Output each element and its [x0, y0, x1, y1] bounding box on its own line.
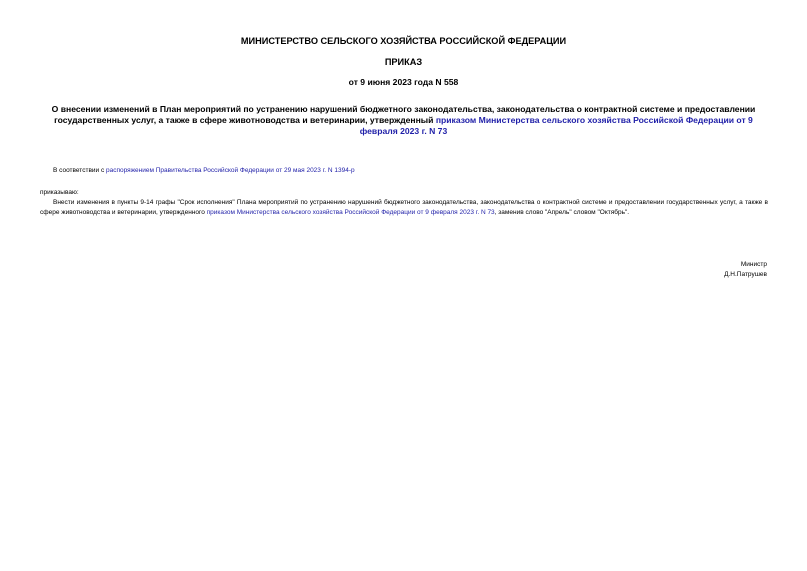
document-title-text: О внесении изменений в План мероприятий по устранению нарушений бюджетного законодательства, законодательства о контрактной системе и предоставлении государственных услуг, а также в сфере животноводства и ветеринарии, утвержденный	[51, 104, 756, 125]
legal-basis-paragraph	[40, 166, 768, 176]
order-item-paragraph	[40, 198, 768, 218]
document-date-number: от 9 июня 2023 года N 558	[348, 77, 459, 87]
orders-word: приказываю:	[40, 189, 79, 196]
title-order-link[interactable]: приказом Министерства сельского хозяйства Российской Федерации от 9 февраля 2023 г. N 73	[359, 115, 753, 136]
ministry-order-link[interactable]: приказом Министерства сельского хозяйства Российской Федерации от 9 февраля 2023 г. N 73	[206, 208, 495, 216]
document-type: ПРИКАЗ	[384, 57, 423, 67]
ministry-name: МИНИСТЕРСТВО СЕЛЬСКОГО ХОЗЯЙСТВА РОССИЙСКОЙ ФЕДЕРАЦИИ	[240, 36, 567, 46]
document-title	[40, 104, 767, 137]
signatory-name: Д.Н.Патрушев	[724, 271, 767, 278]
legal-basis-prefix: В соответствии с	[53, 167, 107, 174]
signatory-position: Министр	[740, 261, 767, 268]
order-item-text-end: , заменив слово "Апрель" словом "Октябрь".	[494, 208, 630, 216]
government-decree-link[interactable]: распоряжением Правительства Российской Федерации от 29 мая 2023 г. N 1394-р	[106, 167, 355, 174]
order-item-text-start: Внести изменения в пункты 9-14 графы "Срок исполнения" Плана мероприятий по устранению нарушений бюджетного законодательства, законодательства о контрактной системе и предоставлении государственных услуг, а также в сфере животноводства и ветеринарии, утвержденного	[40, 199, 768, 216]
